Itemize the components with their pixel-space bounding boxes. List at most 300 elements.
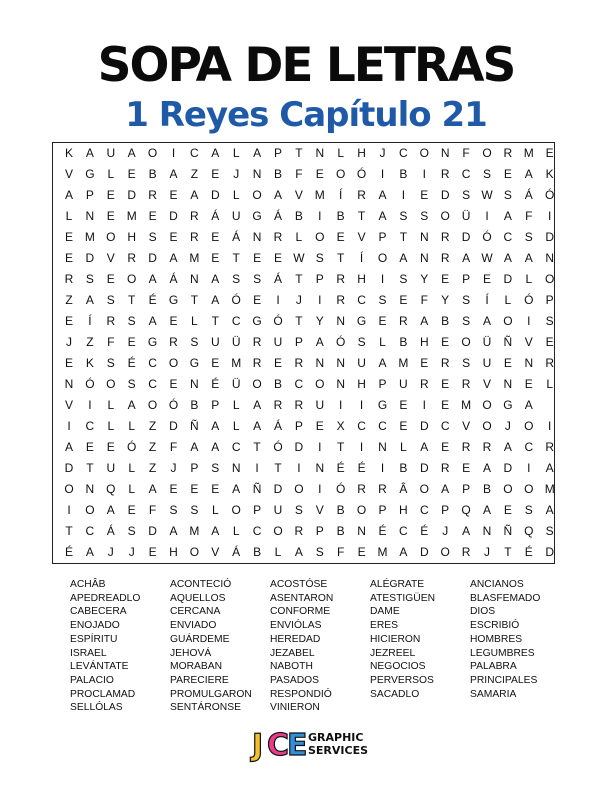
grid-letter[interactable]: R: [399, 314, 408, 328]
grid-letter[interactable]: E: [420, 356, 429, 370]
grid-letter[interactable]: C: [461, 167, 471, 181]
grid-letter[interactable]: R: [357, 482, 366, 496]
grid-letter[interactable]: O: [524, 482, 534, 496]
grid-letter[interactable]: Ñ: [190, 419, 199, 433]
grid-letter[interactable]: A: [503, 251, 512, 265]
grid-letter[interactable]: E: [378, 314, 387, 328]
grid-letter[interactable]: R: [336, 293, 346, 307]
grid-letter[interactable]: T: [211, 314, 219, 328]
grid-letter[interactable]: R: [190, 230, 199, 244]
grid-letter[interactable]: R: [190, 209, 199, 223]
grid-letter[interactable]: Ü: [482, 335, 492, 349]
grid-letter[interactable]: O: [377, 251, 388, 265]
grid-letter[interactable]: I: [422, 398, 426, 412]
grid-letter[interactable]: H: [357, 146, 366, 160]
grid-letter[interactable]: A: [169, 524, 178, 538]
grid-letter[interactable]: N: [336, 377, 346, 391]
grid-letter[interactable]: O: [419, 482, 429, 496]
grid-letter[interactable]: T: [399, 230, 408, 244]
grid-letter[interactable]: Z: [148, 419, 157, 433]
grid-letter[interactable]: S: [462, 356, 471, 370]
grid-letter[interactable]: Ñ: [503, 524, 513, 538]
grid-letter[interactable]: E: [399, 398, 408, 412]
grid-letter[interactable]: H: [127, 230, 137, 244]
grid-letter[interactable]: A: [524, 167, 533, 181]
grid-letter[interactable]: I: [318, 209, 322, 223]
grid-letter[interactable]: C: [357, 419, 366, 433]
grid-letter[interactable]: I: [297, 461, 301, 475]
grid-letter[interactable]: S: [545, 524, 554, 538]
grid-letter[interactable]: I: [359, 440, 364, 454]
grid-letter[interactable]: E: [106, 188, 115, 202]
grid-letter[interactable]: A: [378, 209, 387, 223]
grid-letter[interactable]: A: [253, 398, 262, 412]
grid-letter[interactable]: N: [378, 440, 387, 454]
grid-letter[interactable]: Y: [420, 272, 429, 286]
grid-letter[interactable]: P: [462, 272, 471, 286]
grid-letter[interactable]: A: [294, 545, 303, 559]
grid-letter[interactable]: R: [252, 335, 262, 349]
grid-letter[interactable]: P: [378, 503, 387, 517]
grid-letter[interactable]: I: [380, 167, 385, 181]
grid-letter[interactable]: I: [276, 293, 280, 307]
grid-letter[interactable]: E: [127, 167, 136, 181]
grid-letter[interactable]: V: [64, 398, 73, 412]
grid-letter[interactable]: G: [356, 314, 367, 328]
grid-letter[interactable]: S: [482, 167, 491, 181]
grid-letter[interactable]: D: [273, 482, 283, 496]
grid-letter[interactable]: E: [127, 503, 136, 517]
grid-letter[interactable]: A: [441, 482, 450, 496]
grid-letter[interactable]: U: [482, 356, 492, 370]
grid-letter[interactable]: C: [503, 230, 513, 244]
grid-letter[interactable]: E: [315, 419, 324, 433]
grid-letter[interactable]: P: [315, 272, 324, 286]
grid-letter[interactable]: L: [379, 335, 386, 349]
grid-letter[interactable]: T: [190, 293, 199, 307]
grid-letter[interactable]: D: [169, 209, 178, 223]
grid-letter[interactable]: B: [273, 377, 282, 391]
grid-letter[interactable]: Á: [106, 524, 115, 538]
grid-letter[interactable]: F: [337, 545, 345, 559]
grid-letter[interactable]: A: [211, 419, 220, 433]
grid-letter[interactable]: L: [128, 461, 136, 475]
grid-letter[interactable]: N: [64, 377, 74, 391]
grid-letter[interactable]: J: [379, 146, 386, 160]
grid-letter[interactable]: I: [548, 209, 552, 223]
grid-letter[interactable]: A: [524, 251, 533, 265]
grid-letter[interactable]: I: [422, 167, 426, 181]
grid-letter[interactable]: H: [419, 335, 429, 349]
grid-letter[interactable]: O: [315, 230, 325, 244]
grid-letter[interactable]: A: [148, 482, 157, 496]
grid-letter[interactable]: A: [232, 482, 241, 496]
grid-letter[interactable]: É: [148, 293, 157, 307]
grid-letter[interactable]: E: [441, 272, 450, 286]
grid-letter[interactable]: D: [127, 188, 137, 202]
grid-letter[interactable]: Ó: [168, 398, 179, 412]
grid-letter[interactable]: D: [440, 188, 450, 202]
grid-letter[interactable]: C: [85, 419, 95, 433]
grid-letter[interactable]: G: [377, 398, 388, 412]
grid-letter[interactable]: E: [169, 377, 178, 391]
grid-letter[interactable]: E: [211, 230, 220, 244]
grid-letter[interactable]: R: [273, 398, 283, 412]
grid-letter[interactable]: I: [318, 440, 322, 454]
grid-letter[interactable]: R: [440, 461, 450, 475]
grid-letter[interactable]: É: [378, 524, 387, 538]
grid-letter[interactable]: Y: [315, 314, 324, 328]
grid-letter[interactable]: N: [231, 461, 241, 475]
grid-letter[interactable]: E: [211, 482, 220, 496]
grid-letter[interactable]: E: [315, 167, 324, 181]
grid-letter[interactable]: A: [482, 461, 491, 475]
grid-letter[interactable]: L: [211, 503, 219, 517]
grid-letter[interactable]: A: [148, 272, 157, 286]
grid-letter[interactable]: A: [190, 188, 199, 202]
grid-letter[interactable]: N: [419, 230, 429, 244]
grid-letter[interactable]: O: [252, 188, 262, 202]
grid-letter[interactable]: E: [148, 209, 157, 223]
grid-letter[interactable]: S: [190, 335, 199, 349]
grid-letter[interactable]: E: [399, 293, 408, 307]
grid-letter[interactable]: Ó: [356, 167, 367, 181]
grid-letter[interactable]: Z: [148, 440, 157, 454]
grid-letter[interactable]: S: [148, 230, 157, 244]
grid-letter[interactable]: M: [398, 356, 409, 370]
grid-letter[interactable]: R: [461, 545, 471, 559]
grid-letter[interactable]: E: [441, 398, 450, 412]
grid-letter[interactable]: J: [504, 419, 511, 433]
grid-letter[interactable]: Â: [399, 482, 408, 496]
grid-letter[interactable]: M: [314, 188, 325, 202]
grid-letter[interactable]: I: [67, 503, 71, 517]
grid-letter[interactable]: C: [231, 314, 241, 328]
grid-letter[interactable]: H: [399, 503, 408, 517]
grid-letter[interactable]: N: [315, 461, 325, 475]
grid-letter[interactable]: E: [399, 419, 408, 433]
grid-letter[interactable]: L: [232, 146, 240, 160]
grid-letter[interactable]: G: [147, 335, 158, 349]
grid-letter[interactable]: I: [171, 146, 176, 160]
grid-letter[interactable]: I: [380, 461, 385, 475]
grid-letter[interactable]: T: [504, 545, 512, 559]
grid-letter[interactable]: M: [189, 524, 200, 538]
grid-letter[interactable]: L: [107, 419, 115, 433]
grid-letter[interactable]: S: [545, 314, 554, 328]
grid-letter[interactable]: S: [462, 293, 471, 307]
grid-letter[interactable]: F: [107, 335, 115, 349]
grid-letter[interactable]: P: [462, 482, 471, 496]
grid-letter[interactable]: T: [253, 440, 261, 454]
grid-letter[interactable]: A: [545, 503, 554, 517]
grid-letter[interactable]: Z: [190, 167, 199, 181]
grid-letter[interactable]: T: [295, 146, 303, 160]
grid-letter[interactable]: Q: [524, 524, 534, 538]
grid-letter[interactable]: Í: [88, 314, 92, 328]
grid-letter[interactable]: R: [357, 188, 366, 202]
grid-letter[interactable]: E: [441, 440, 450, 454]
grid-letter[interactable]: F: [525, 209, 533, 223]
grid-letter[interactable]: E: [253, 251, 262, 265]
grid-letter[interactable]: O: [440, 209, 450, 223]
grid-letter[interactable]: D: [545, 545, 555, 559]
grid-letter[interactable]: G: [85, 167, 95, 181]
grid-letter[interactable]: R: [461, 377, 471, 391]
grid-letter[interactable]: O: [545, 272, 555, 286]
grid-letter[interactable]: A: [127, 146, 136, 160]
grid-letter[interactable]: L: [504, 293, 512, 307]
grid-letter[interactable]: R: [440, 251, 450, 265]
grid-letter[interactable]: O: [440, 545, 450, 559]
grid-letter[interactable]: Ü: [461, 209, 471, 223]
grid-letter[interactable]: I: [88, 398, 92, 412]
grid-letter[interactable]: P: [294, 335, 303, 349]
grid-letter[interactable]: E: [106, 209, 115, 223]
grid-letter[interactable]: V: [211, 545, 220, 559]
grid-letter[interactable]: Ó: [273, 314, 283, 328]
grid-letter[interactable]: A: [211, 440, 220, 454]
grid-letter[interactable]: Z: [86, 335, 94, 349]
grid-letter[interactable]: I: [527, 314, 531, 328]
grid-letter[interactable]: A: [399, 251, 408, 265]
grid-letter[interactable]: Ó: [85, 377, 95, 391]
grid-letter[interactable]: S: [524, 503, 533, 517]
grid-letter[interactable]: L: [525, 272, 533, 286]
grid-letter[interactable]: L: [65, 209, 73, 223]
grid-letter[interactable]: E: [64, 251, 73, 265]
grid-letter[interactable]: A: [315, 335, 324, 349]
grid-letter[interactable]: N: [252, 167, 262, 181]
grid-letter[interactable]: A: [503, 209, 512, 223]
grid-letter[interactable]: R: [252, 356, 262, 370]
grid-letter[interactable]: U: [399, 377, 408, 391]
grid-letter[interactable]: V: [106, 251, 115, 265]
grid-letter[interactable]: I: [527, 461, 531, 475]
grid-letter[interactable]: E: [211, 167, 220, 181]
grid-letter[interactable]: É: [336, 461, 345, 475]
grid-letter[interactable]: T: [337, 440, 345, 454]
grid-letter[interactable]: L: [128, 482, 136, 496]
grid-letter[interactable]: P: [294, 419, 303, 433]
grid-letter[interactable]: D: [148, 524, 157, 538]
grid-letter[interactable]: A: [127, 398, 136, 412]
grid-letter[interactable]: Í: [485, 293, 489, 307]
grid-letter[interactable]: B: [399, 335, 408, 349]
grid-letter[interactable]: D: [294, 440, 304, 454]
grid-letter[interactable]: I: [67, 419, 71, 433]
grid-letter[interactable]: T: [274, 461, 282, 475]
grid-letter[interactable]: R: [378, 482, 387, 496]
grid-letter[interactable]: U: [357, 356, 366, 370]
grid-letter[interactable]: H: [169, 545, 178, 559]
grid-letter[interactable]: B: [399, 461, 408, 475]
grid-letter[interactable]: E: [482, 272, 491, 286]
grid-letter[interactable]: G: [252, 209, 262, 223]
grid-letter[interactable]: A: [420, 440, 429, 454]
grid-letter[interactable]: A: [420, 314, 429, 328]
grid-letter[interactable]: N: [482, 524, 492, 538]
grid-letter[interactable]: O: [419, 146, 429, 160]
grid-letter[interactable]: Ó: [482, 230, 492, 244]
grid-letter[interactable]: Í: [359, 251, 364, 265]
grid-letter[interactable]: E: [503, 167, 512, 181]
grid-letter[interactable]: J: [442, 524, 449, 538]
grid-letter[interactable]: A: [211, 146, 220, 160]
grid-letter[interactable]: Ü: [231, 377, 241, 391]
grid-letter[interactable]: A: [190, 440, 199, 454]
grid-letter[interactable]: E: [253, 293, 262, 307]
grid-letter[interactable]: M: [377, 545, 388, 559]
grid-letter[interactable]: B: [190, 398, 199, 412]
grid-letter[interactable]: D: [419, 545, 429, 559]
grid-letter[interactable]: R: [503, 146, 513, 160]
grid-letter[interactable]: R: [545, 440, 555, 454]
grid-letter[interactable]: R: [273, 230, 283, 244]
grid-letter[interactable]: M: [126, 209, 137, 223]
grid-letter[interactable]: L: [128, 419, 136, 433]
grid-letter[interactable]: R: [482, 440, 492, 454]
grid-letter[interactable]: E: [441, 377, 450, 391]
grid-letter[interactable]: N: [252, 230, 262, 244]
grid-letter[interactable]: C: [419, 503, 429, 517]
grid-letter[interactable]: J: [66, 335, 72, 349]
grid-letter[interactable]: A: [106, 503, 115, 517]
grid-letter[interactable]: S: [106, 356, 115, 370]
grid-letter[interactable]: E: [336, 230, 345, 244]
grid-letter[interactable]: E: [503, 356, 512, 370]
grid-letter[interactable]: Ó: [127, 440, 137, 454]
grid-letter[interactable]: Z: [65, 293, 73, 307]
grid-letter[interactable]: E: [64, 356, 73, 370]
grid-letter[interactable]: S: [399, 209, 408, 223]
grid-letter[interactable]: S: [127, 377, 136, 391]
grid-letter[interactable]: E: [148, 545, 157, 559]
grid-letter[interactable]: A: [85, 545, 94, 559]
grid-letter[interactable]: T: [295, 314, 303, 328]
grid-letter[interactable]: E: [169, 482, 178, 496]
grid-letter[interactable]: V: [294, 188, 303, 202]
grid-letter[interactable]: A: [524, 398, 533, 412]
grid-letter[interactable]: Á: [273, 419, 282, 433]
grid-letter[interactable]: E: [190, 482, 199, 496]
grid-letter[interactable]: N: [315, 146, 325, 160]
grid-letter[interactable]: N: [85, 209, 95, 223]
grid-letter[interactable]: B: [441, 314, 450, 328]
grid-letter[interactable]: P: [273, 146, 282, 160]
grid-letter[interactable]: Q: [461, 503, 471, 517]
grid-letter[interactable]: B: [273, 167, 282, 181]
grid-letter[interactable]: E: [169, 314, 178, 328]
grid-letter[interactable]: S: [378, 293, 387, 307]
grid-letter[interactable]: U: [210, 335, 220, 349]
grid-letter[interactable]: C: [399, 524, 408, 538]
grid-letter[interactable]: I: [318, 482, 322, 496]
grid-letter[interactable]: E: [503, 503, 512, 517]
grid-letter[interactable]: K: [64, 146, 73, 160]
grid-letter[interactable]: R: [440, 167, 450, 181]
grid-letter[interactable]: Á: [273, 272, 282, 286]
grid-letter[interactable]: E: [420, 188, 429, 202]
grid-letter[interactable]: O: [147, 146, 158, 160]
grid-letter[interactable]: Á: [232, 545, 241, 559]
grid-letter[interactable]: B: [148, 167, 157, 181]
grid-letter[interactable]: E: [273, 251, 282, 265]
grid-letter[interactable]: Ó: [231, 293, 241, 307]
grid-letter[interactable]: P: [441, 503, 450, 517]
grid-letter[interactable]: A: [253, 419, 262, 433]
grid-letter[interactable]: M: [544, 482, 555, 496]
grid-letter[interactable]: Á: [524, 188, 533, 202]
grid-letter[interactable]: F: [420, 293, 428, 307]
grid-letter[interactable]: P: [545, 293, 554, 307]
grid-letter[interactable]: N: [524, 356, 534, 370]
grid-letter[interactable]: O: [356, 503, 367, 517]
grid-letter[interactable]: C: [524, 440, 534, 454]
grid-letter[interactable]: M: [189, 251, 200, 265]
grid-letter[interactable]: E: [211, 356, 220, 370]
grid-letter[interactable]: Á: [169, 272, 178, 286]
grid-letter[interactable]: R: [127, 251, 137, 265]
grid-letter[interactable]: J: [107, 545, 114, 559]
grid-letter[interactable]: Z: [148, 461, 157, 475]
grid-letter[interactable]: A: [148, 314, 157, 328]
grid-letter[interactable]: T: [128, 293, 136, 307]
grid-letter[interactable]: R: [294, 356, 304, 370]
grid-letter[interactable]: Ó: [545, 188, 555, 202]
grid-letter[interactable]: L: [232, 188, 240, 202]
grid-letter[interactable]: H: [357, 377, 366, 391]
grid-letter[interactable]: S: [127, 314, 136, 328]
grid-letter[interactable]: S: [294, 503, 303, 517]
grid-letter[interactable]: C: [252, 524, 262, 538]
grid-letter[interactable]: B: [482, 482, 491, 496]
grid-letter[interactable]: P: [85, 188, 94, 202]
grid-letter[interactable]: L: [232, 398, 240, 412]
grid-letter[interactable]: G: [252, 314, 262, 328]
grid-letter[interactable]: A: [64, 440, 73, 454]
grid-letter[interactable]: D: [85, 251, 95, 265]
grid-letter[interactable]: E: [106, 272, 115, 286]
grid-letter[interactable]: I: [359, 398, 364, 412]
grid-letter[interactable]: U: [231, 209, 241, 223]
grid-letter[interactable]: Á: [211, 209, 220, 223]
grid-letter[interactable]: N: [545, 251, 555, 265]
grid-letter[interactable]: L: [337, 146, 345, 160]
grid-letter[interactable]: E: [462, 461, 471, 475]
grid-letter[interactable]: D: [210, 188, 220, 202]
grid-letter[interactable]: R: [106, 314, 116, 328]
grid-letter[interactable]: N: [315, 356, 325, 370]
grid-letter[interactable]: O: [273, 524, 283, 538]
grid-letter[interactable]: J: [484, 545, 490, 559]
grid-letter[interactable]: Ñ: [503, 335, 513, 349]
grid-letter[interactable]: B: [294, 209, 303, 223]
grid-letter[interactable]: V: [524, 335, 533, 349]
grid-letter[interactable]: E: [64, 314, 73, 328]
grid-letter[interactable]: C: [294, 377, 304, 391]
grid-letter[interactable]: I: [485, 209, 489, 223]
grid-letter[interactable]: S: [232, 272, 241, 286]
grid-letter[interactable]: D: [461, 230, 471, 244]
grid-letter[interactable]: S: [399, 272, 408, 286]
grid-letter[interactable]: D: [64, 461, 74, 475]
grid-letter[interactable]: S: [315, 251, 324, 265]
grid-letter[interactable]: C: [378, 419, 387, 433]
grid-letter[interactable]: E: [169, 188, 178, 202]
grid-letter[interactable]: B: [336, 209, 345, 223]
grid-letter[interactable]: A: [253, 146, 262, 160]
